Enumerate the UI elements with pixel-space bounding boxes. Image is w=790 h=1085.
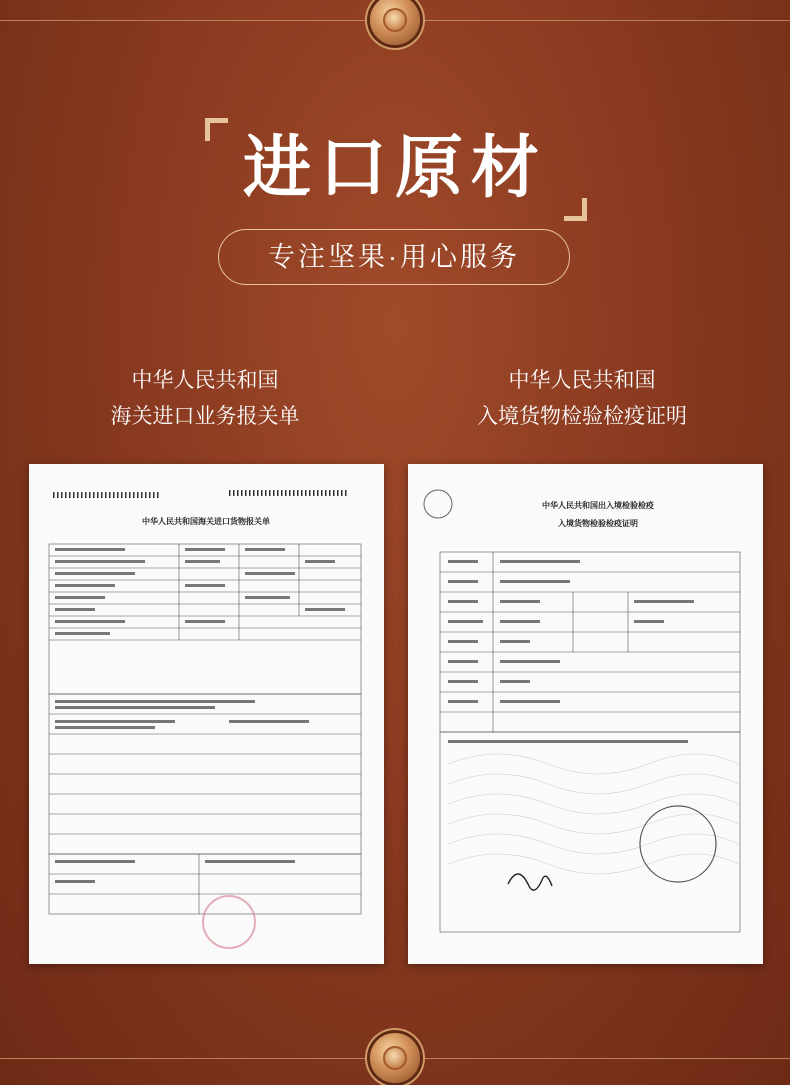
- caption-customs-line1: 中华人民共和国: [131, 369, 279, 392]
- inspection-doc-subheading: 入境货物检验检疫证明: [558, 519, 638, 528]
- page-title: 进口原材: [242, 128, 547, 208]
- caption-customs-line2: 海关进口业务报关单: [110, 405, 300, 428]
- customs-doc-heading: 中华人民共和国海关进口货物报关单: [142, 517, 270, 526]
- slogan-badge: 专注坚果·用心服务: [218, 229, 570, 285]
- caption-inspection-line1: 中华人民共和国: [508, 369, 656, 392]
- bracket-bottom-right: [564, 198, 587, 221]
- caption-inspection-line2: 入境货物检验检疫证明: [477, 405, 687, 428]
- caption-customs: [35, 363, 375, 435]
- inspection-doc-heading: 中华人民共和国出入境检验检疫: [542, 501, 654, 510]
- medal-bottom-icon: [370, 1033, 420, 1083]
- inspection-certificate-image: [408, 464, 763, 964]
- customs-declaration-image: [29, 464, 384, 964]
- medal-top-icon: [370, 0, 420, 45]
- caption-inspection: [412, 363, 752, 435]
